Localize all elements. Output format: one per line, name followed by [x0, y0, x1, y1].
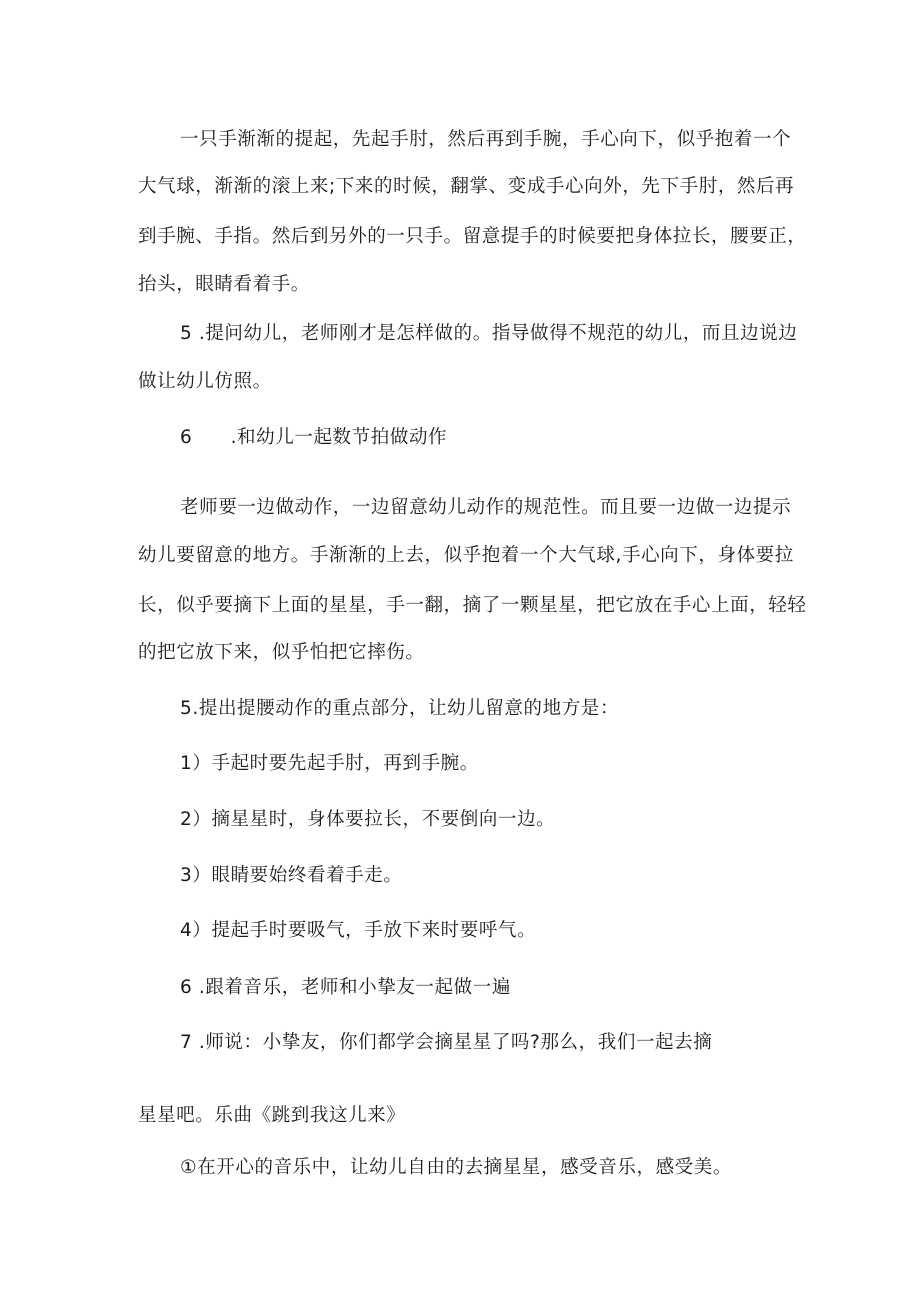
numbered-step: 7 .师说：小挚友，你们都学会摘星星了吗?那么，我们一起去摘: [180, 1032, 713, 1053]
paragraph-line: 做让幼儿仿照。: [138, 371, 272, 392]
paragraph-line: ①在开心的音乐中，让幼儿自由的去摘星星，感受音乐，感受美。: [180, 1157, 732, 1178]
numbered-step: 5.提出提腰动作的重点部分，让幼儿留意的地方是：: [180, 698, 620, 719]
paragraph-line: 长，似乎要摘下上面的星星，手一翻，摘了一颗星星，把它放在手心上面，轻轻: [138, 595, 807, 616]
list-item: 1）手起时要先起手肘，再到手腕。: [180, 753, 479, 774]
numbered-step: 5 .提问幼儿，老师刚才是怎样做的。指导做得不规范的幼儿，而且边说边: [180, 323, 798, 344]
paragraph-line: 星星吧。乐曲《跳到我这儿来》: [138, 1105, 406, 1126]
list-item: 4）提起手时要吸气，手放下来时要呼气。: [180, 920, 537, 941]
paragraph-line: 的把它放下来，似乎怕把它摔伤。: [138, 642, 425, 663]
list-item: 2）摘星星时，身体要拉长，不要倒向一边。: [180, 809, 556, 830]
paragraph-line: 老师要一边做动作，一边留意幼儿动作的规范性。而且要一边做一边提示: [180, 497, 792, 518]
paragraph-line: 幼儿要留意的地方。手渐渐的上去，似乎抱着一个大气球,手心向下，身体要拉: [138, 545, 794, 566]
paragraph-line: 到手腕、手指。然后到另外的一只手。留意提手的时候要把身体拉长，腰要正，: [138, 226, 807, 247]
numbered-step: 6 .跟着音乐，老师和小挚友一起做一遍: [180, 977, 511, 998]
numbered-step: 6 .和幼儿一起数节拍做动作: [180, 427, 448, 448]
list-item: 3）眼睛要始终看着手走。: [180, 865, 403, 886]
paragraph-line: 一只手渐渐的提起，先起手肘，然后再到手腕，手心向下，似乎抱着一个: [180, 129, 792, 150]
paragraph-line: 抬头，眼睛看着手。: [138, 274, 310, 295]
paragraph-line: 大气球，渐渐的滚上来;下来的时候，翻掌、变成手心向外，先下手肘，然后再: [138, 176, 795, 197]
